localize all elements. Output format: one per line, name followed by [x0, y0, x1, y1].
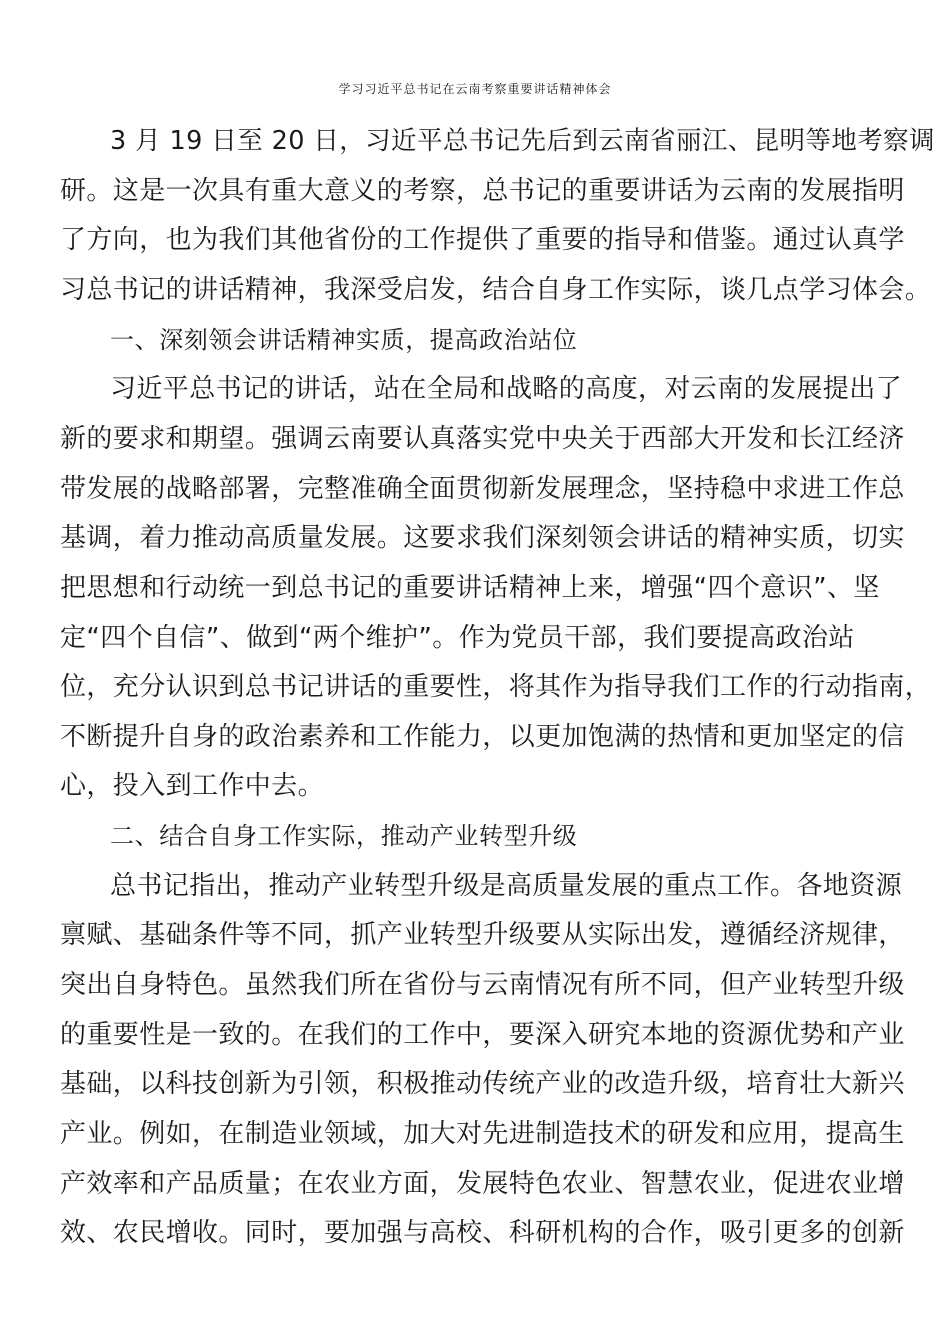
section-heading-1: 一、深刻领会讲话精神实质，提高政治站位 — [110, 326, 578, 354]
paragraph-line: 3 月 19 日至 20 日，习近平总书记先后到云南省丽江、昆明等地考察调 — [110, 126, 935, 156]
paragraph-line: 产业。例如，在制造业领域，加大对先进制造技术的研发和应用，提高生 — [60, 1119, 905, 1149]
paragraph-line: 总书记指出，推动产业转型升级是高质量发展的重点工作。各地资源 — [110, 871, 903, 901]
paragraph-line: 带发展的战略部署，完整准确全面贯彻新发展理念，坚持稳中求进工作总 — [60, 474, 905, 504]
document-title: 学习习近平总书记在云南考察重要讲话精神体会 — [338, 82, 612, 96]
paragraph-line: 基调，着力推动高质量发展。这要求我们深刻领会讲话的精神实质，切实 — [60, 523, 905, 553]
paragraph-line: 了方向，也为我们其他省份的工作提供了重要的指导和借鉴。通过认真学 — [60, 225, 905, 255]
paragraph-line: 习总书记的讲话精神，我深受启发，结合自身工作实际，谈几点学习体会。 — [60, 275, 932, 305]
paragraph-line: 的重要性是一致的。在我们的工作中，要深入研究本地的资源优势和产业 — [60, 1020, 905, 1050]
paragraph-line: 习近平总书记的讲话，站在全局和战略的高度，对云南的发展提出了 — [110, 374, 903, 404]
section-heading-2: 二、结合自身工作实际，推动产业转型升级 — [110, 822, 578, 850]
paragraph-line: 突出自身特色。虽然我们所在省份与云南情况有所不同，但产业转型升级 — [60, 970, 905, 1000]
paragraph-line: 位，充分认识到总书记讲话的重要性，将其作为指导我们工作的行动指南， — [60, 672, 932, 702]
paragraph-line: 把思想和行动统一到总书记的重要讲话精神上来，增强“四个意识”、坚 — [60, 573, 880, 603]
paragraph-line: 产效率和产品质量；在农业方面，发展特色农业、智慧农业，促进农业增 — [60, 1169, 905, 1199]
paragraph-line: 基础，以科技创新为引领，积极推动传统产业的改造升级，培育壮大新兴 — [60, 1069, 905, 1099]
paragraph-line: 定“四个自信”、做到“两个维护”。作为党员干部，我们要提高政治站 — [60, 623, 855, 653]
paragraph-line: 效、农民增收。同时，要加强与高校、科研机构的合作，吸引更多的创新 — [60, 1218, 905, 1248]
paragraph-line: 研。这是一次具有重大意义的考察，总书记的重要讲话为云南的发展指明 — [60, 176, 905, 206]
paragraph-line: 新的要求和期望。强调云南要认真落实党中央关于西部大开发和长江经济 — [60, 424, 905, 454]
paragraph-line: 不断提升自身的政治素养和工作能力，以更加饱满的热情和更加坚定的信 — [60, 722, 905, 752]
paragraph-line: 禀赋、基础条件等不同，抓产业转型升级要从实际出发，遵循经济规律， — [60, 920, 905, 950]
paragraph-line: 心，投入到工作中去。 — [60, 771, 325, 801]
